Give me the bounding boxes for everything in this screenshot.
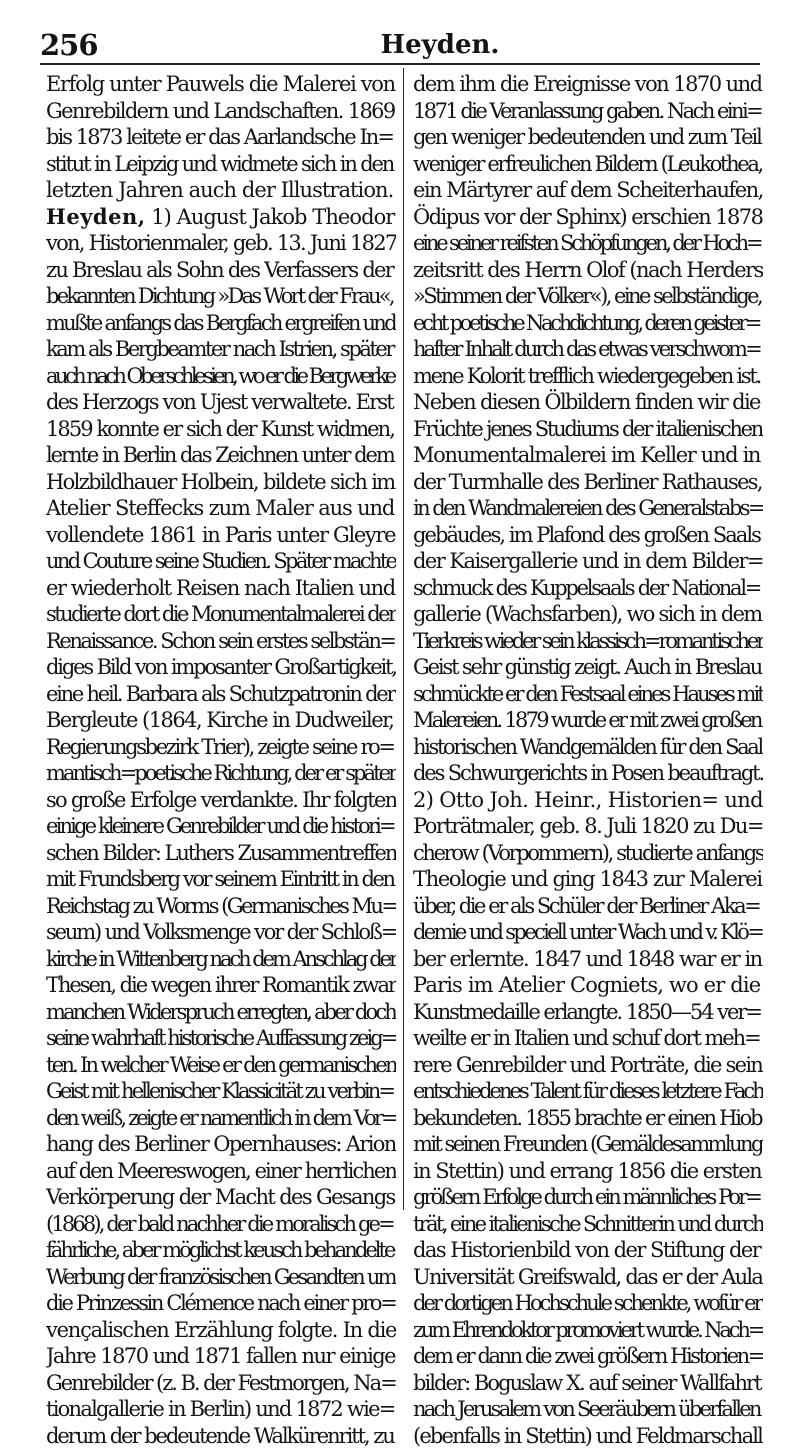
text-line: studierte dort die Monumentalmalerei der: [46, 601, 396, 628]
text-line: und Couture seine Studien. Später machte: [46, 548, 396, 575]
text-line: manchen Widerspruch erregten, aber doch: [46, 999, 396, 1026]
text-line: schen Bilder: Luthers Zusammentreffen: [46, 840, 396, 867]
text-line: in Stettin) und errang 1856 die ersten: [413, 1158, 763, 1185]
text-line: die Prinzessin Clémence nach einer pro=: [46, 1290, 396, 1317]
text-line: tionalgallerie in Berlin) und 1872 wie=: [46, 1396, 396, 1423]
left-column: [46, 71, 396, 1449]
running-title: Heyden.: [40, 30, 760, 60]
text-line: bis 1873 leitete er das Aarlandsche In=: [46, 124, 396, 151]
text-line: Geist sehr günstig zeigt. Auch in Breslau: [413, 654, 763, 681]
text-line: Paris im Atelier Cogniets, wo er die: [413, 972, 763, 999]
text-line: gallerie (Wachsfarben), wo sich in dem: [413, 601, 763, 628]
text-line: zum Ehrendoktor promoviert wurde. Nach=: [413, 1317, 763, 1344]
text-line: einige kleinere Genrebilder und die histori=: [46, 813, 396, 840]
text-line: zu Breslau als Sohn des Verfassers der: [46, 257, 396, 284]
entry-line-text: 1) August Jakob Theodor: [151, 205, 394, 229]
text-line: stitut in Leipzig und widmete sich in den: [46, 151, 396, 178]
text-line: über, die er als Schüler der Berliner Aka=: [413, 893, 763, 920]
text-line: Monumentalmalerei im Keller und in: [413, 442, 763, 469]
text-line: Früchte jenes Studiums der italienischen: [413, 416, 763, 443]
text-line: kam als Bergbeamter nach Istrien, später: [46, 336, 396, 363]
text-line: (1868), der bald nachher die moralisch ge=: [46, 1211, 396, 1238]
text-line: größern Erfolge durch ein männliches Por=: [413, 1184, 763, 1211]
text-line: das Historienbild von der Stiftung der: [413, 1237, 763, 1264]
text-line: dem er dann die zwei größern Historien=: [413, 1343, 763, 1370]
text-line: »Stimmen der Völker«), eine selbständige,: [413, 283, 763, 310]
text-line: ein Märtyrer auf dem Scheiterhaufen,: [413, 177, 763, 204]
text-line: mit Frundsberg vor seinem Eintritt in den: [46, 866, 396, 893]
text-line: der Turmhalle des Berliner Rathauses,: [413, 469, 763, 496]
text-line: (ebenfalls in Stettin) und Feldmarschall: [413, 1423, 763, 1449]
text-line: gebäudes, im Plafond des großen Saals: [413, 522, 763, 549]
text-line: zeitsritt des Herrn Olof (nach Herders: [413, 257, 763, 284]
text-line: kirche in Wittenberg nach dem Anschlag der: [46, 946, 396, 973]
text-line: weniger erfreulichen Bildern (Leukothea,: [413, 151, 763, 178]
text-line: schmückte er den Festsaal eines Hauses mit: [413, 681, 763, 708]
text-line: ber erlernte. 1847 und 1848 war er in: [413, 946, 763, 973]
text-line: gen weniger bedeutenden und zum Teil: [413, 124, 763, 151]
text-line: diges Bild von imposanter Großartigkeit,: [46, 654, 396, 681]
text-line: Holzbildhauer Holbein, bildete sich im: [46, 469, 396, 496]
text-line: hafter Inhalt durch das etwas verschwom=: [413, 336, 763, 363]
text-line: Reichstag zu Worms (Germanisches Mu=: [46, 893, 396, 920]
text-line: cherow (Vorpommern), studierte anfangs: [413, 840, 763, 867]
text-line: Regierungsbezirk Trier), zeigte seine ro=: [46, 734, 396, 761]
text-line: seine wahrhaft historische Auffassung zeig=: [46, 1025, 396, 1052]
text-line: 1859 konnte er sich der Kunst widmen,: [46, 416, 396, 443]
text-line: eine heil. Barbara als Schutzpatronin der: [46, 681, 396, 708]
page-header: [40, 22, 760, 62]
text-line: mene Kolorit trefflich wiedergegeben ist.: [413, 363, 763, 390]
text-line: Bergleute (1864, Kirche in Dudweiler,: [46, 707, 396, 734]
text-line: Malereien. 1879 wurde er mit zwei großen: [413, 707, 763, 734]
text-line: vollendete 1861 in Paris unter Gleyre: [46, 522, 396, 549]
text-line: vençalischen Erzählung folgte. In die: [46, 1317, 396, 1344]
text-line: entschiedenes Talent für dieses letztere Fach: [413, 1078, 763, 1105]
text-line: Genrebildern und Landschaften. 1869: [46, 98, 396, 125]
text-line: Neben diesen Ölbildern finden wir die: [413, 389, 763, 416]
text-line: eine seiner reifsten Schöpfungen, der Hoch=: [413, 230, 763, 257]
text-line: ten. In welcher Weise er den germanischen: [46, 1052, 396, 1079]
text-line: Universität Greifswald, das er der Aula: [413, 1264, 763, 1291]
text-line: bekundeten. 1855 brachte er einen Hiob: [413, 1105, 763, 1132]
text-line: mantisch=poetische Richtung, der er später: [46, 760, 396, 787]
text-line: Theologie und ging 1843 zur Malerei: [413, 866, 763, 893]
text-line: letzten Jahren auch der Illustration.: [46, 177, 396, 204]
text-line: Erfolg unter Pauwels die Malerei von: [46, 71, 396, 98]
text-line: trät, eine italienische Schnitterin und durch: [413, 1211, 763, 1238]
text-line: Jahre 1870 und 1871 fallen nur einige: [46, 1343, 396, 1370]
text-line: hang des Berliner Opernhauses: Arion: [46, 1131, 396, 1158]
text-line: seum) und Volksmenge vor der Schloß=: [46, 919, 396, 946]
text-line: von, Historienmaler, geb. 13. Juni 1827: [46, 230, 396, 257]
text-line: der dortigen Hochschule schenkte, wofür er: [413, 1290, 763, 1317]
text-line: echt poetische Nachdichtung, deren geister=: [413, 310, 763, 337]
text-line: 1871 die Veranlassung gaben. Nach eini=: [413, 98, 763, 125]
text-line: historischen Wandgemälden für den Saal: [413, 734, 763, 761]
text-line: Tierkreis wieder sein klassisch=romantischer: [413, 628, 763, 655]
text-line: Renaissance. Schon sein erstes selbstän=: [46, 628, 396, 655]
text-line: 2) Otto Joh. Heinr., Historien= und: [413, 787, 763, 814]
right-column: [413, 71, 763, 1449]
text-line: dem ihm die Ereignisse von 1870 und: [413, 71, 763, 98]
text-line: mit seinen Freunden (Gemäldesammlung: [413, 1131, 763, 1158]
text-line: Geist mit hellenischer Klassicität zu verbin=: [46, 1078, 396, 1105]
text-line: Atelier Steffecks zum Maler aus und: [46, 495, 396, 522]
text-line: in den Wandmalereien des Generalstabs=: [413, 495, 763, 522]
text-line: der Kaisergallerie und in dem Bilder=: [413, 548, 763, 575]
text-line: mußte anfangs das Bergfach ergreifen und: [46, 310, 396, 337]
text-line: Werbung der französischen Gesandten um: [46, 1264, 396, 1291]
text-line: Verkörperung der Macht des Gesangs: [46, 1184, 396, 1211]
text-line: Kunstmedaille erlangte. 1850—54 ver=: [413, 999, 763, 1026]
text-line: [46, 204, 396, 231]
text-line: auf den Meereswogen, einer herrlichen: [46, 1158, 396, 1185]
text-line: weilte er in Italien und schuf dort meh=: [413, 1025, 763, 1052]
column-divider: [403, 68, 404, 1210]
text-line: schmuck des Kuppelsaals der National=: [413, 575, 763, 602]
text-line: Porträtmaler, geb. 8. Juli 1820 zu Du=: [413, 813, 763, 840]
text-line: den weiß, zeigte er namentlich in dem Vor=: [46, 1105, 396, 1132]
page-number: 256: [40, 28, 98, 62]
text-line: auch nach Oberschlesien, wo er die Bergwerke: [46, 363, 396, 390]
text-line: des Herzogs von Ujest verwaltete. Erst: [46, 389, 396, 416]
text-line: er wiederholt Reisen nach Italien und: [46, 575, 396, 602]
text-line: des Schwurgerichts in Posen beauftragt.: [413, 760, 763, 787]
text-line: derum der bedeutende Walkürenritt, zu: [46, 1423, 396, 1449]
text-line: Thesen, die wegen ihrer Romantik zwar: [46, 972, 396, 999]
text-line: bilder: Boguslaw X. auf seiner Wallfahrt: [413, 1370, 763, 1397]
entry-headword: Heyden,: [46, 204, 146, 229]
text-line: fährliche, aber möglichst keusch behandelte: [46, 1237, 396, 1264]
text-line: nach Jerusalem von Seeräubern überfallen: [413, 1396, 763, 1423]
text-line: Genrebilder (z. B. der Festmorgen, Na=: [46, 1370, 396, 1397]
text-line: demie und speciell unter Wach und v. Klö=: [413, 919, 763, 946]
text-line: lernte in Berlin das Zeichnen unter dem: [46, 442, 396, 469]
text-line: bekannten Dichtung »Das Wort der Frau«,: [46, 283, 396, 310]
header-rule: [40, 63, 760, 65]
text-line: rere Genrebilder und Porträte, die sein: [413, 1052, 763, 1079]
text-line: so große Erfolge verdankte. Ihr folgten: [46, 787, 396, 814]
text-line: Ödipus vor der Sphinx) erschien 1878: [413, 204, 763, 231]
